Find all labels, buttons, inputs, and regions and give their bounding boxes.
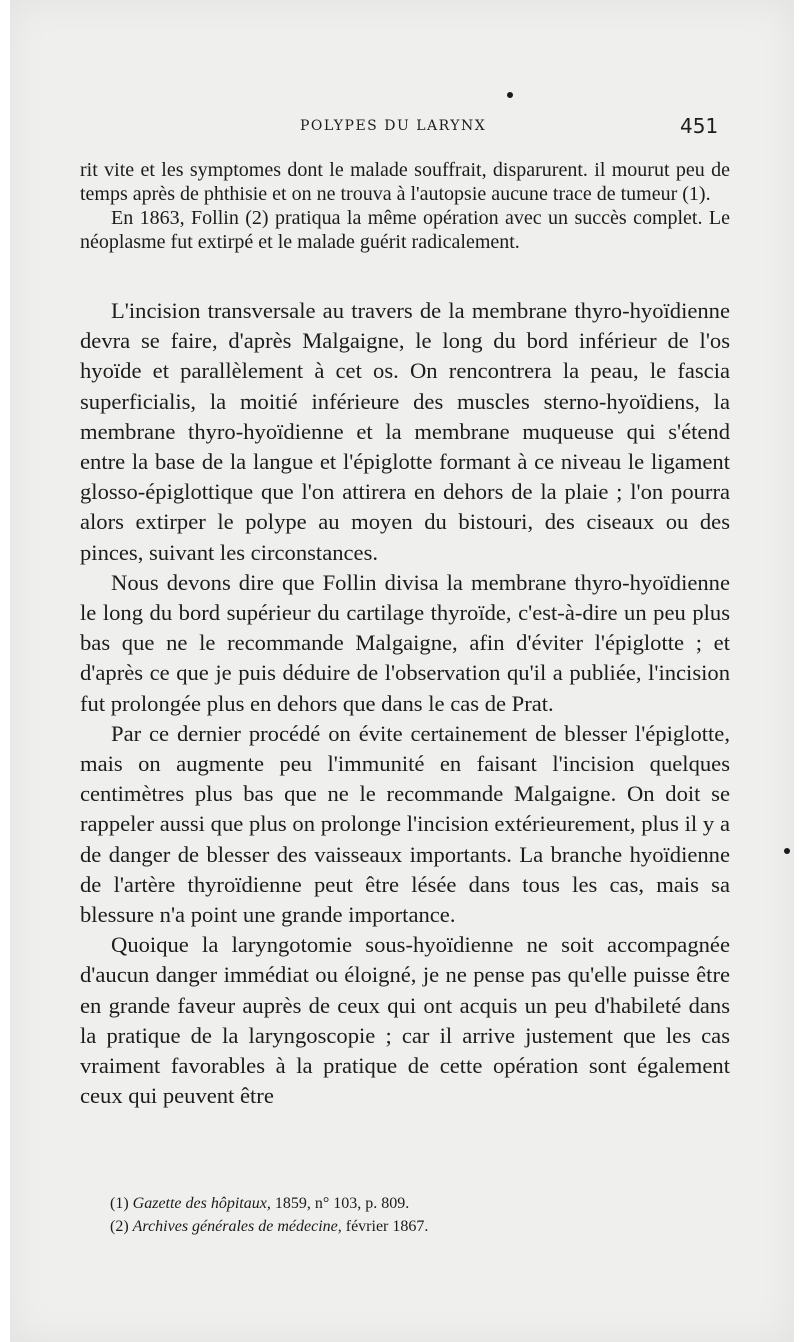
footnote-marker: (2) — [110, 1218, 129, 1235]
paragraph: Par ce dernier procédé on évite certainement de blesser l'épiglotte, mais on augmente peu l'immunité en faisant l'incision quelques centimètres plus bas que ne le recommande Malgaigne. On doit se rappeler aussi que plus on prolonge l'incision extérieurement, plus il y a de danger de blesser des vaisseaux importants. La branche hyoïdienne de l'artère thyroïdienne peut être lésée dans tous les cas, mais sa blessure n'a point une grande importance. — [80, 720, 730, 928]
page-header — [10, 114, 794, 142]
footnote-detail: 1859, n° 103, p. 809. — [274, 1195, 410, 1212]
footnote — [110, 1215, 710, 1238]
book-page — [10, 0, 794, 1342]
paragraph: rit vite et les symptomes dont le malade souffrait, disparurent. il mourut peu de temps après de phthisie et on ne trouva à l'autopsie aucune trace de tumeur (1). — [80, 159, 730, 205]
footnote-marker: (1) — [110, 1195, 129, 1212]
small-text-block — [80, 158, 730, 254]
paragraph: Quoique la laryngotomie sous-hyoïdienne ne soit accompagnée d'aucun danger immédiat ou éloigné, je ne pense pas qu'elle puisse être en grande faveur auprès de ceux qui ont acquis un peu d'habileté dans la pratique de la laryngoscopie ; car il arrive justement que les cas vraiment favorables à la pratique de cette opération sont également ceux qui peuvent être — [80, 932, 730, 1109]
footnotes — [110, 1192, 710, 1238]
footnote-source: Archives générales de médecine, — [132, 1218, 342, 1235]
footnote-source: Gazette des hôpitaux, — [132, 1195, 271, 1212]
footnote — [110, 1192, 710, 1215]
paragraph: En 1863, Follin (2) pratiqua la même opération avec un succès complet. Le néoplasme fut extirpé et le malade guérit radicalement. — [80, 207, 730, 253]
main-text-block — [80, 296, 730, 1111]
paragraph: L'incision transversale au travers de la membrane thyro-hyoïdienne devra se faire, d'après Malgaigne, le long du bord inférieur de l'os hyoïde et parallèlement à cet os. On rencontrera la peau, le fascia superficialis, la moitié inférieure des muscles sterno-hyoïdiens, la membrane thyro-hyoïdienne et la membrane muqueuse qui s'étend entre la base de la langue et l'épiglotte formant à ce niveau le ligament glosso-épiglottique que l'on attirera en dehors de la plaie ; l'on pourra alors extirper le polype au moyen du bistouri, des ciseaux ou des pinces, suivant les circonstances. — [80, 298, 730, 565]
footnote-detail: février 1867. — [345, 1218, 429, 1235]
ink-spot — [507, 92, 513, 98]
ink-spot — [784, 848, 790, 854]
paragraph: Nous devons dire que Follin divisa la membrane thyro-hyoïdienne le long du bord supérieur du cartilage thyroïde, c'est-à-dire un peu plus bas que ne le recommande Malgaigne, afin d'éviter l'épiglotte ; et d'après ce que je puis déduire de l'observation qu'il a publiée, l'incision fut prolongée plus en dehors que dans le cas de Prat. — [80, 569, 730, 716]
page-number: 451 — [680, 114, 719, 138]
running-title: POLYPES DU LARYNX — [300, 118, 487, 134]
